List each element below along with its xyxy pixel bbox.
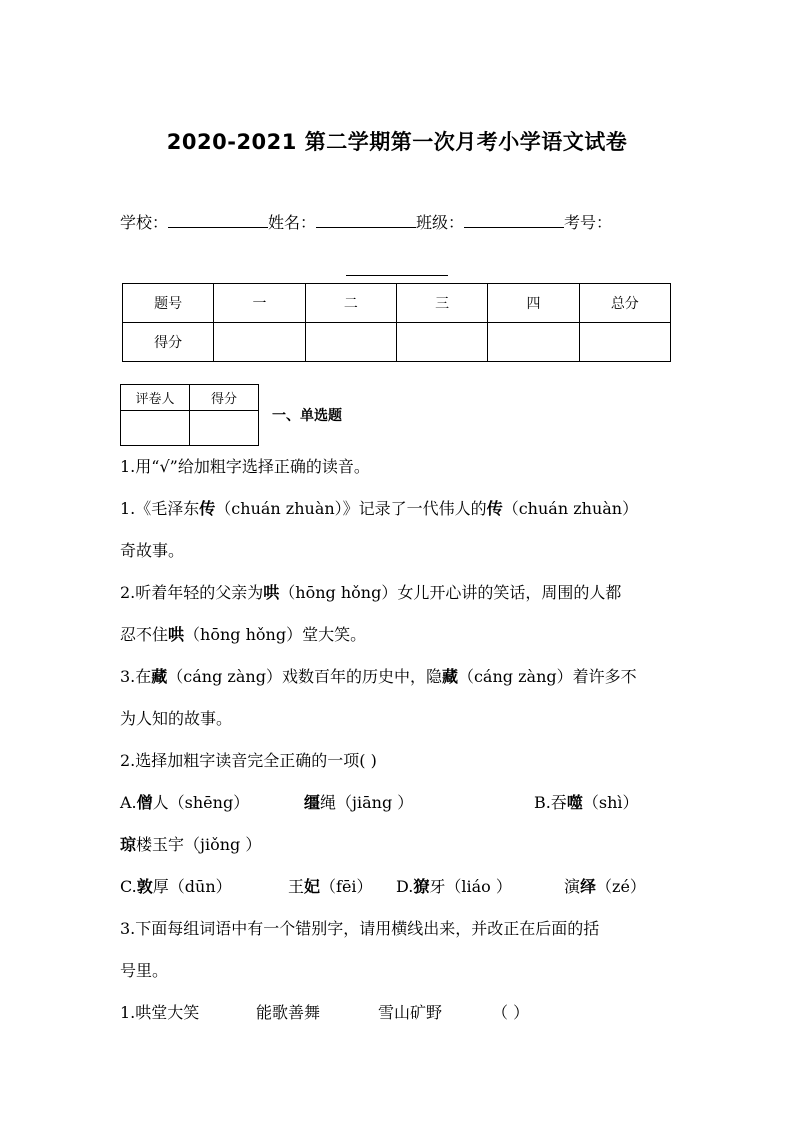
- text-run: 牙（liáo ）: [429, 877, 512, 896]
- q2-option-a1: [120, 782, 249, 824]
- text-run: 3.在: [120, 667, 152, 686]
- text-run: A.: [120, 793, 137, 812]
- text-run: 妃: [304, 877, 321, 896]
- text-run: 2.听着年轻的父亲为: [120, 583, 264, 602]
- grader-header: 评卷人: [121, 385, 190, 411]
- text-run: （zé）: [596, 877, 646, 896]
- text-run: 绳（jiāng ）: [320, 793, 414, 812]
- text-run: （chuán zhuàn）》记录了一代伟人的: [215, 499, 487, 518]
- school-blank[interactable]: [168, 210, 268, 228]
- text-run: 琼: [120, 835, 137, 854]
- score-header-cell: 二: [305, 284, 396, 323]
- text-run: 王: [288, 877, 305, 896]
- text-run: 演: [564, 877, 581, 896]
- text-run: （cáng zàng）戏数百年的历史中，隐: [167, 667, 442, 686]
- score-header-cell: 题号: [123, 284, 214, 323]
- text-run: （fēi）: [320, 877, 373, 896]
- q2-option-d1: [396, 866, 512, 908]
- score-cell[interactable]: [396, 323, 487, 362]
- bold-char: 哄: [263, 583, 280, 602]
- text-run: 绎: [580, 877, 597, 896]
- q2-option-b2: [120, 824, 680, 866]
- text-run: D.: [396, 877, 414, 896]
- score-header-cell: 三: [396, 284, 487, 323]
- q3-item1: [120, 992, 680, 1034]
- bold-char: 哄: [168, 625, 185, 644]
- score-cell[interactable]: [214, 323, 305, 362]
- q1-item3-line1: [120, 656, 680, 698]
- text-run: 厚（dūn）: [152, 877, 232, 896]
- text-run: 楼玉宇（jiǒng ）: [136, 835, 262, 854]
- grader-cell[interactable]: [121, 411, 190, 446]
- q1-stem: 1.用“√”给加粗字选择正确的读音。: [120, 457, 370, 476]
- score-header-cell: 一: [214, 284, 305, 323]
- text-run: （cáng zàng）着许多不: [457, 667, 637, 686]
- q2-options-line3: [120, 866, 680, 908]
- section-heading: 一、单选题: [272, 408, 342, 424]
- bold-char: 传: [199, 499, 216, 518]
- q2-option-c2: [288, 866, 373, 908]
- score-header-cell: 四: [488, 284, 579, 323]
- q3-stem-line1: 3.下面每组词语中有一个错别字，请用横线出来，并改正在后面的括: [120, 919, 600, 938]
- q1-item3-line2: 为人知的故事。: [120, 709, 233, 728]
- score-cell[interactable]: [305, 323, 396, 362]
- q2-stem: 2.选择加粗字读音完全正确的一项( ): [120, 751, 377, 770]
- text-run: B.吞: [534, 793, 567, 812]
- text-run: 獠: [413, 877, 430, 896]
- q2-option-d2: [564, 866, 646, 908]
- text-run: 人（shēng）: [152, 793, 250, 812]
- bold-char: 传: [486, 499, 503, 518]
- student-info-line: [120, 210, 680, 235]
- text-run: 1.《毛泽东: [120, 499, 200, 518]
- text-run: 噬: [566, 793, 583, 812]
- q2-option-a2: [304, 782, 413, 824]
- page-title: 2020-2021 第二学期第一次月考小学语文试卷: [166, 130, 628, 154]
- score-cell[interactable]: [579, 323, 670, 362]
- exam-no-blank[interactable]: [346, 258, 448, 276]
- q2-options-line1: [120, 782, 680, 824]
- bold-char: 藏: [441, 667, 458, 686]
- q1-item1-line2: 奇故事。: [120, 541, 185, 560]
- q1-item1-line1: [120, 488, 680, 530]
- exam-no-label: 考号：: [564, 213, 613, 232]
- text-run: （shì）: [582, 793, 639, 812]
- q3-answer-paren[interactable]: （ ）: [492, 1003, 530, 1022]
- text-run: 僧: [136, 793, 153, 812]
- q1-item2-line2: [120, 614, 680, 656]
- text-run: （hōng hǒng）堂大笑。: [184, 625, 367, 644]
- grader-score-cell[interactable]: [190, 411, 259, 446]
- score-row-label: 得分: [123, 323, 214, 362]
- text-run: 缰: [304, 793, 321, 812]
- q3-stem-line2: 号里。: [120, 961, 169, 980]
- school-label: 学校：: [120, 213, 169, 232]
- grader-table: [120, 384, 259, 446]
- score-table: [122, 283, 671, 362]
- class-blank[interactable]: [464, 210, 564, 228]
- text-run: （hōng hǒng）女儿开心讲的笑话，周围的人都: [279, 583, 622, 602]
- q1-item2-line1: [120, 572, 680, 614]
- grader-score-header: 得分: [190, 385, 259, 411]
- score-table-score-row: [123, 323, 671, 362]
- text-run: 忍不住: [120, 625, 169, 644]
- score-cell[interactable]: [488, 323, 579, 362]
- score-header-cell: 总分: [579, 284, 670, 323]
- name-label: 姓名：: [268, 213, 317, 232]
- text-run: （chuán zhuàn）: [502, 499, 639, 518]
- text-run: 敦: [136, 877, 153, 896]
- q2-option-c1: [120, 866, 232, 908]
- name-blank[interactable]: [316, 210, 416, 228]
- class-label: 班级：: [416, 213, 465, 232]
- text-run: C.: [120, 877, 137, 896]
- q2-option-b1: [534, 782, 639, 824]
- q3-word: 雪山矿野: [378, 1003, 443, 1022]
- q3-word: 1.哄堂大笑: [120, 1003, 200, 1022]
- bold-char: 藏: [151, 667, 168, 686]
- score-table-header-row: [123, 284, 671, 323]
- q3-word: 能歌善舞: [256, 1003, 321, 1022]
